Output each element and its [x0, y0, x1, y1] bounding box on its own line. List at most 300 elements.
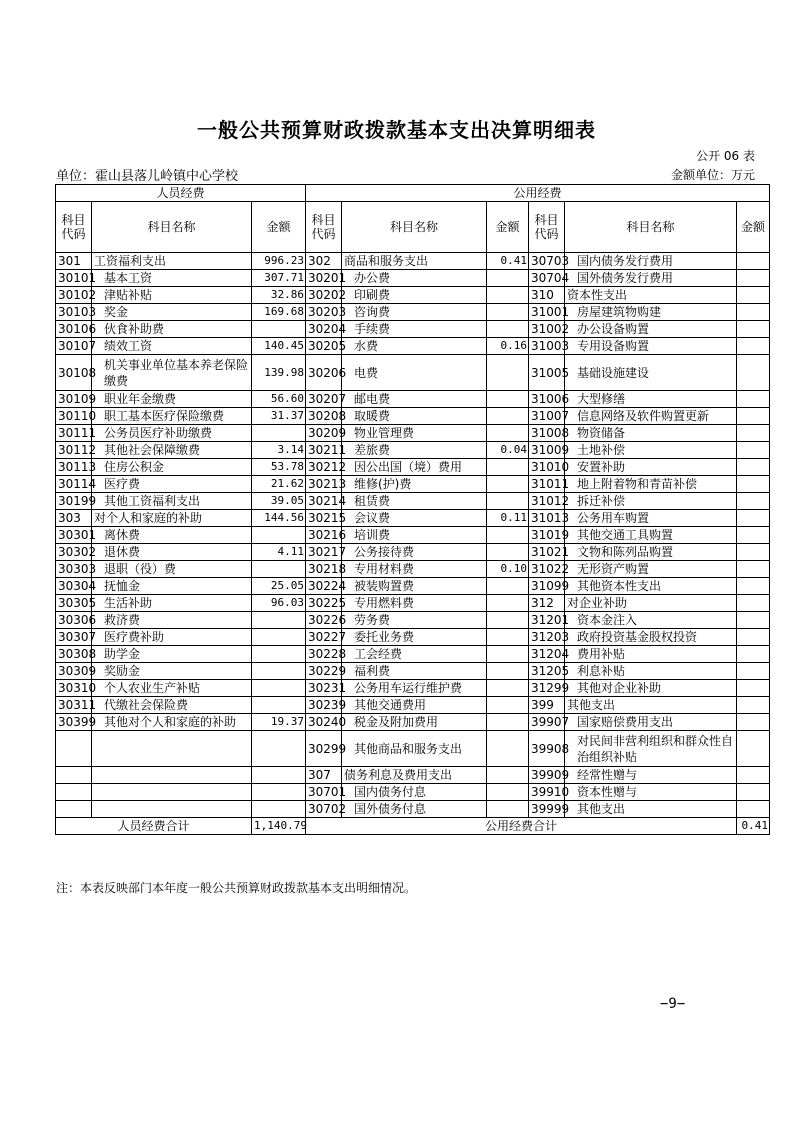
header-amount: 金额	[487, 202, 529, 253]
amount-cell: 39.05	[252, 493, 306, 510]
name-cell: 对民间非营利组织和群众性自治组织补贴	[565, 731, 737, 767]
amount-cell: 31.37	[252, 408, 306, 425]
name-cell: 国家赔偿费用支出	[565, 714, 737, 731]
amount-cell	[487, 476, 529, 493]
name-cell: 职业年金缴费	[92, 391, 252, 408]
amount-cell: 56.60	[252, 391, 306, 408]
amount-cell	[252, 784, 306, 801]
section-header-row	[56, 185, 770, 202]
expenditure-table	[55, 184, 770, 835]
name-cell: 国外债务付息	[342, 801, 487, 818]
amount-cell	[487, 287, 529, 304]
amount-cell: 0.10	[487, 561, 529, 578]
code-cell: 30229	[306, 663, 342, 680]
code-cell: 302	[306, 253, 342, 270]
amount-cell	[737, 253, 770, 270]
amount-cell	[252, 767, 306, 784]
code-cell: 30217	[306, 544, 342, 561]
amount-cell	[737, 408, 770, 425]
code-cell: 30209	[306, 425, 342, 442]
name-cell: 资本性赠与	[565, 784, 737, 801]
name-cell: 租赁费	[342, 493, 487, 510]
name-cell: 公务接待费	[342, 544, 487, 561]
amount-cell	[737, 784, 770, 801]
amount-cell: 0.16	[487, 338, 529, 355]
code-cell: 303	[56, 510, 92, 527]
name-cell: 手续费	[342, 321, 487, 338]
name-cell: 福利费	[342, 663, 487, 680]
amount-cell	[737, 338, 770, 355]
name-cell: 会议费	[342, 510, 487, 527]
table-title: 一般公共预算财政拨款基本支出决算明细表	[197, 118, 596, 142]
name-cell: 专用设备购置	[565, 338, 737, 355]
code-cell: 31019	[529, 527, 565, 544]
amount-cell	[252, 561, 306, 578]
code-cell: 39910	[529, 784, 565, 801]
table-row	[56, 629, 770, 646]
code-cell: 31204	[529, 646, 565, 663]
code-cell: 30703	[529, 253, 565, 270]
name-cell: 医疗费	[92, 476, 252, 493]
code-cell: 31010	[529, 459, 565, 476]
amount-cell	[487, 801, 529, 818]
amount-cell	[737, 459, 770, 476]
code-cell: 30204	[306, 321, 342, 338]
name-cell: 奖励金	[92, 663, 252, 680]
amount-cell	[737, 442, 770, 459]
amount-cell	[737, 510, 770, 527]
amount-cell	[737, 476, 770, 493]
amount-cell	[737, 595, 770, 612]
table-row	[56, 253, 770, 270]
code-cell: 30207	[306, 391, 342, 408]
section-personnel: 人员经费	[56, 185, 306, 202]
amount-cell	[737, 612, 770, 629]
name-cell: 国外债务发行费用	[565, 270, 737, 287]
table-row	[56, 425, 770, 442]
name-cell: 地上附着物和青苗补偿	[565, 476, 737, 493]
header-code: 科目代码	[56, 202, 92, 253]
code-cell: 31022	[529, 561, 565, 578]
amount-cell: 169.68	[252, 304, 306, 321]
code-cell: 307	[306, 767, 342, 784]
amount-cell	[737, 731, 770, 767]
code-cell	[56, 784, 92, 801]
code-cell: 30228	[306, 646, 342, 663]
code-cell: 31013	[529, 510, 565, 527]
footnote: 注：本表反映部门本年度一般公共预算财政拨款基本支出明细情况。	[56, 881, 417, 895]
code-cell: 30701	[306, 784, 342, 801]
amount-cell: 0.04	[487, 442, 529, 459]
amount-cell: 996.23	[252, 253, 306, 270]
name-cell: 办公费	[342, 270, 487, 287]
amount-cell	[487, 784, 529, 801]
name-cell: 培训费	[342, 527, 487, 544]
code-cell	[56, 801, 92, 818]
code-cell: 30101	[56, 270, 92, 287]
code-cell: 30205	[306, 338, 342, 355]
code-cell: 31006	[529, 391, 565, 408]
name-cell: 房屋建筑物购建	[565, 304, 737, 321]
code-cell: 31299	[529, 680, 565, 697]
name-cell: 专用材料费	[342, 561, 487, 578]
amount-cell: 53.78	[252, 459, 306, 476]
amount-cell: 25.05	[252, 578, 306, 595]
code-cell: 30239	[306, 697, 342, 714]
name-cell: 其他交通工具购置	[565, 527, 737, 544]
unit-label: 单位：霍山县落儿岭镇中心学校	[56, 169, 239, 184]
name-cell: 资本性支出	[565, 287, 737, 304]
amount-cell	[487, 595, 529, 612]
amount-cell	[252, 612, 306, 629]
code-cell: 30305	[56, 595, 92, 612]
name-cell: 其他工资福利支出	[92, 493, 252, 510]
code-cell: 39999	[529, 801, 565, 818]
table-row	[56, 527, 770, 544]
name-cell: 国内债务发行费用	[565, 253, 737, 270]
amount-cell	[252, 629, 306, 646]
name-cell: 政府投资基金股权投资	[565, 629, 737, 646]
name-cell: 代缴社会保险费	[92, 697, 252, 714]
table-row	[56, 767, 770, 784]
amount-cell	[737, 767, 770, 784]
name-cell: 工会经费	[342, 646, 487, 663]
personnel-total-amount: 1,140.79	[252, 818, 306, 835]
code-cell: 31009	[529, 442, 565, 459]
name-cell: 公务员医疗补助缴费	[92, 425, 252, 442]
name-cell	[92, 767, 252, 784]
form-number: 公开 06 表	[696, 149, 755, 163]
code-cell: 30110	[56, 408, 92, 425]
amount-cell	[737, 544, 770, 561]
code-cell: 31205	[529, 663, 565, 680]
amount-cell	[487, 646, 529, 663]
code-cell: 30109	[56, 391, 92, 408]
amount-cell	[487, 544, 529, 561]
personnel-total-label: 人员经费合计	[56, 818, 252, 835]
code-cell: 30302	[56, 544, 92, 561]
code-cell: 31099	[529, 578, 565, 595]
code-cell: 30226	[306, 612, 342, 629]
name-cell: 退职（役）费	[92, 561, 252, 578]
name-cell: 公务用车运行维护费	[342, 680, 487, 697]
amount-cell	[252, 801, 306, 818]
name-cell: 劳务费	[342, 612, 487, 629]
amount-cell	[737, 561, 770, 578]
code-cell: 310	[529, 287, 565, 304]
name-cell: 咨询费	[342, 304, 487, 321]
page-number: −9−	[660, 996, 686, 1012]
code-cell: 30102	[56, 287, 92, 304]
amount-cell	[737, 355, 770, 391]
code-cell: 30108	[56, 355, 92, 391]
name-cell: 其他资本性支出	[565, 578, 737, 595]
name-cell: 助学金	[92, 646, 252, 663]
code-cell: 30199	[56, 493, 92, 510]
amount-cell	[737, 391, 770, 408]
table-row	[56, 578, 770, 595]
code-cell: 30214	[306, 493, 342, 510]
name-cell: 费用补贴	[565, 646, 737, 663]
public-total-amount: 0.41	[737, 818, 770, 835]
name-cell: 电费	[342, 355, 487, 391]
amount-cell: 21.62	[252, 476, 306, 493]
header-name: 科目名称	[342, 202, 487, 253]
table-row	[56, 544, 770, 561]
amount-cell	[737, 270, 770, 287]
code-cell: 30225	[306, 595, 342, 612]
code-cell: 30202	[306, 287, 342, 304]
name-cell: 大型修缮	[565, 391, 737, 408]
code-cell: 30203	[306, 304, 342, 321]
public-total-label: 公用经费合计	[306, 818, 737, 835]
amount-cell	[737, 578, 770, 595]
amount-cell	[252, 321, 306, 338]
code-cell: 30399	[56, 714, 92, 731]
table-row	[56, 321, 770, 338]
name-cell: 商品和服务支出	[342, 253, 487, 270]
amount-cell	[737, 321, 770, 338]
code-cell: 39908	[529, 731, 565, 767]
amount-cell: 0.11	[487, 510, 529, 527]
name-cell: 因公出国（境）费用	[342, 459, 487, 476]
header-code: 科目代码	[529, 202, 565, 253]
amount-cell	[487, 731, 529, 767]
code-cell: 31007	[529, 408, 565, 425]
amount-cell	[487, 767, 529, 784]
amount-cell: 32.86	[252, 287, 306, 304]
name-cell: 信息网络及软件购置更新	[565, 408, 737, 425]
amount-cell	[737, 493, 770, 510]
code-cell: 39907	[529, 714, 565, 731]
amount-cell	[737, 680, 770, 697]
table-row	[56, 442, 770, 459]
name-cell: 委托业务费	[342, 629, 487, 646]
amount-cell: 139.98	[252, 355, 306, 391]
amount-cell	[487, 425, 529, 442]
amount-cell: 140.45	[252, 338, 306, 355]
name-cell: 被装购置费	[342, 578, 487, 595]
name-cell: 退休费	[92, 544, 252, 561]
amount-cell	[252, 663, 306, 680]
amount-cell	[487, 578, 529, 595]
name-cell: 住房公积金	[92, 459, 252, 476]
name-cell: 其他支出	[565, 801, 737, 818]
amount-cell	[487, 663, 529, 680]
code-cell: 30111	[56, 425, 92, 442]
code-cell: 31001	[529, 304, 565, 321]
table-row	[56, 459, 770, 476]
amount-cell	[737, 304, 770, 321]
code-cell: 30107	[56, 338, 92, 355]
column-header-row	[56, 202, 770, 253]
header-amount: 金额	[252, 202, 306, 253]
code-cell: 31012	[529, 493, 565, 510]
amount-unit: 金额单位：万元	[670, 168, 755, 182]
table-row	[56, 476, 770, 493]
table-row	[56, 731, 770, 767]
amount-cell	[487, 391, 529, 408]
header-amount: 金额	[737, 202, 770, 253]
table-row	[56, 287, 770, 304]
table-row	[56, 612, 770, 629]
name-cell: 债务利息及费用支出	[342, 767, 487, 784]
table-row	[56, 561, 770, 578]
amount-cell	[737, 425, 770, 442]
amount-cell	[487, 270, 529, 287]
name-cell: 水费	[342, 338, 487, 355]
table-row	[56, 784, 770, 801]
amount-cell: 307.71	[252, 270, 306, 287]
name-cell: 其他交通费用	[342, 697, 487, 714]
amount-cell	[487, 629, 529, 646]
amount-cell	[737, 646, 770, 663]
code-cell: 30240	[306, 714, 342, 731]
code-cell: 30311	[56, 697, 92, 714]
code-cell: 31011	[529, 476, 565, 493]
amount-cell: 19.37	[252, 714, 306, 731]
name-cell: 资本金注入	[565, 612, 737, 629]
amount-cell	[737, 697, 770, 714]
code-cell: 31008	[529, 425, 565, 442]
code-cell: 30299	[306, 731, 342, 767]
table-row	[56, 801, 770, 818]
amount-cell	[487, 304, 529, 321]
name-cell: 维修(护)费	[342, 476, 487, 493]
code-cell: 30114	[56, 476, 92, 493]
code-cell: 30212	[306, 459, 342, 476]
code-cell: 30307	[56, 629, 92, 646]
name-cell: 绩效工资	[92, 338, 252, 355]
code-cell: 30227	[306, 629, 342, 646]
name-cell: 文物和陈列品购置	[565, 544, 737, 561]
code-cell: 31002	[529, 321, 565, 338]
header-name: 科目名称	[92, 202, 252, 253]
header-code: 科目代码	[306, 202, 342, 253]
name-cell: 拆迁补偿	[565, 493, 737, 510]
code-cell: 30303	[56, 561, 92, 578]
amount-cell	[487, 459, 529, 476]
table-row	[56, 663, 770, 680]
name-cell: 土地补偿	[565, 442, 737, 459]
name-cell: 邮电费	[342, 391, 487, 408]
name-cell: 专用燃料费	[342, 595, 487, 612]
name-cell: 生活补助	[92, 595, 252, 612]
code-cell: 30306	[56, 612, 92, 629]
code-cell: 30211	[306, 442, 342, 459]
table-row	[56, 697, 770, 714]
table-row	[56, 714, 770, 731]
name-cell: 对个人和家庭的补助	[92, 510, 252, 527]
name-cell: 物资储备	[565, 425, 737, 442]
code-cell: 312	[529, 595, 565, 612]
totals-row	[56, 818, 770, 835]
code-cell: 30224	[306, 578, 342, 595]
name-cell	[92, 801, 252, 818]
amount-cell	[487, 493, 529, 510]
code-cell: 30231	[306, 680, 342, 697]
name-cell: 利息补贴	[565, 663, 737, 680]
code-cell: 30215	[306, 510, 342, 527]
code-cell: 30106	[56, 321, 92, 338]
name-cell: 税金及附加费用	[342, 714, 487, 731]
code-cell: 30113	[56, 459, 92, 476]
name-cell: 差旅费	[342, 442, 487, 459]
code-cell	[56, 767, 92, 784]
code-cell: 30208	[306, 408, 342, 425]
code-cell: 30309	[56, 663, 92, 680]
code-cell: 39909	[529, 767, 565, 784]
amount-cell	[252, 680, 306, 697]
amount-cell	[487, 355, 529, 391]
table-row	[56, 408, 770, 425]
amount-cell	[487, 408, 529, 425]
name-cell: 救济费	[92, 612, 252, 629]
amount-cell	[737, 663, 770, 680]
name-cell: 个人农业生产补贴	[92, 680, 252, 697]
code-cell: 30308	[56, 646, 92, 663]
name-cell: 基本工资	[92, 270, 252, 287]
amount-cell	[737, 527, 770, 544]
name-cell: 印刷费	[342, 287, 487, 304]
code-cell: 30112	[56, 442, 92, 459]
code-cell: 30702	[306, 801, 342, 818]
name-cell: 办公设备购置	[565, 321, 737, 338]
amount-cell	[487, 321, 529, 338]
code-cell: 399	[529, 697, 565, 714]
amount-cell	[487, 714, 529, 731]
name-cell: 其他对企业补助	[565, 680, 737, 697]
table-row	[56, 355, 770, 391]
name-cell: 经常性赠与	[565, 767, 737, 784]
name-cell: 其他社会保障缴费	[92, 442, 252, 459]
code-cell: 31021	[529, 544, 565, 561]
code-cell: 31003	[529, 338, 565, 355]
name-cell: 取暖费	[342, 408, 487, 425]
amount-cell	[487, 612, 529, 629]
name-cell	[92, 784, 252, 801]
name-cell: 物业管理费	[342, 425, 487, 442]
section-public: 公用经费	[306, 185, 770, 202]
name-cell: 其他支出	[565, 697, 737, 714]
amount-cell	[252, 697, 306, 714]
amount-cell	[737, 714, 770, 731]
name-cell: 抚恤金	[92, 578, 252, 595]
name-cell: 津贴补贴	[92, 287, 252, 304]
amount-cell	[737, 801, 770, 818]
code-cell: 301	[56, 253, 92, 270]
name-cell: 无形资产购置	[565, 561, 737, 578]
name-cell: 安置补助	[565, 459, 737, 476]
code-cell: 30213	[306, 476, 342, 493]
code-cell: 31203	[529, 629, 565, 646]
table-row	[56, 510, 770, 527]
code-cell: 30704	[529, 270, 565, 287]
name-cell: 工资福利支出	[92, 253, 252, 270]
table-row	[56, 680, 770, 697]
name-cell	[92, 731, 252, 767]
amount-cell	[487, 680, 529, 697]
code-cell	[56, 731, 92, 767]
amount-cell: 3.14	[252, 442, 306, 459]
amount-cell	[487, 697, 529, 714]
amount-cell: 4.11	[252, 544, 306, 561]
name-cell: 奖金	[92, 304, 252, 321]
table-row	[56, 646, 770, 663]
code-cell: 30206	[306, 355, 342, 391]
name-cell: 其他商品和服务支出	[342, 731, 487, 767]
amount-cell	[737, 629, 770, 646]
